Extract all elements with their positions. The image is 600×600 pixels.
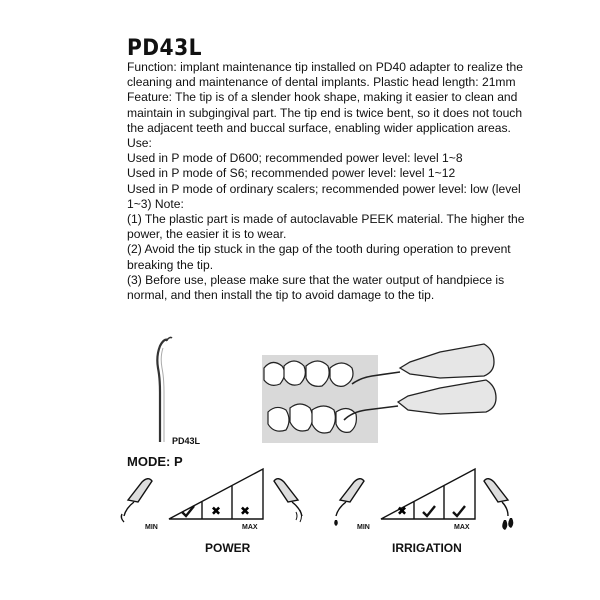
power-level-2-cross: ✖ — [211, 504, 222, 518]
tip-label: PD43L — [172, 436, 201, 446]
power-title: POWER — [205, 541, 251, 555]
irrigation-level-1-cross: ✖ — [397, 504, 408, 518]
use-ordinary-line: Used in P mode of ordinary scalers; recommended power level: low (level 1~3) Note: — [127, 181, 521, 211]
use-heading: Use: — [127, 136, 152, 151]
feature-paragraph: Feature: The tip is of a slender hook shape, making it easier to clean and maintain in subgingival part. The tip end is twice bent, so it does not touch the adjacent teeth and buccal surface, enabling wider application areas. — [127, 90, 523, 135]
irrigation-level-2-check — [423, 506, 435, 516]
note-3: (3) Before use, please make sure that the water output of handpiece is normal, and then install the tip to avoid damage to the tip. — [127, 272, 505, 303]
use-s6-line: Used in P mode of S6; recommended power level: level 1~12 — [127, 166, 456, 181]
function-paragraph: Function: implant maintenance tip installed on PD40 adapter to realize the cleaning and maintenance of dental implants. Plastic head length: 21mm — [127, 60, 523, 90]
irrigation-title: IRRIGATION — [392, 541, 462, 555]
note-2: (2) Avoid the tip stuck in the gap of the tooth during operation to prevent breaking the tip. — [127, 242, 511, 272]
power-max-label: MAX — [242, 524, 258, 531]
irrigation-min-label: MIN — [357, 524, 370, 531]
power-level-3-cross: ✖ — [240, 504, 251, 518]
irrigation-level-3-check — [453, 506, 465, 516]
irrigation-max-label: MAX — [454, 524, 470, 531]
power-min-label: MIN — [145, 524, 158, 531]
product-title: PD43L — [127, 36, 203, 61]
use-d600-line: Used in P mode of D600; recommended power level: level 1~8 — [127, 151, 463, 166]
mode-label: MODE: P — [127, 454, 183, 469]
note-1: (1) The plastic part is made of autoclavable PEEK material. The higher the power, the easier it is to wear. — [127, 212, 525, 242]
